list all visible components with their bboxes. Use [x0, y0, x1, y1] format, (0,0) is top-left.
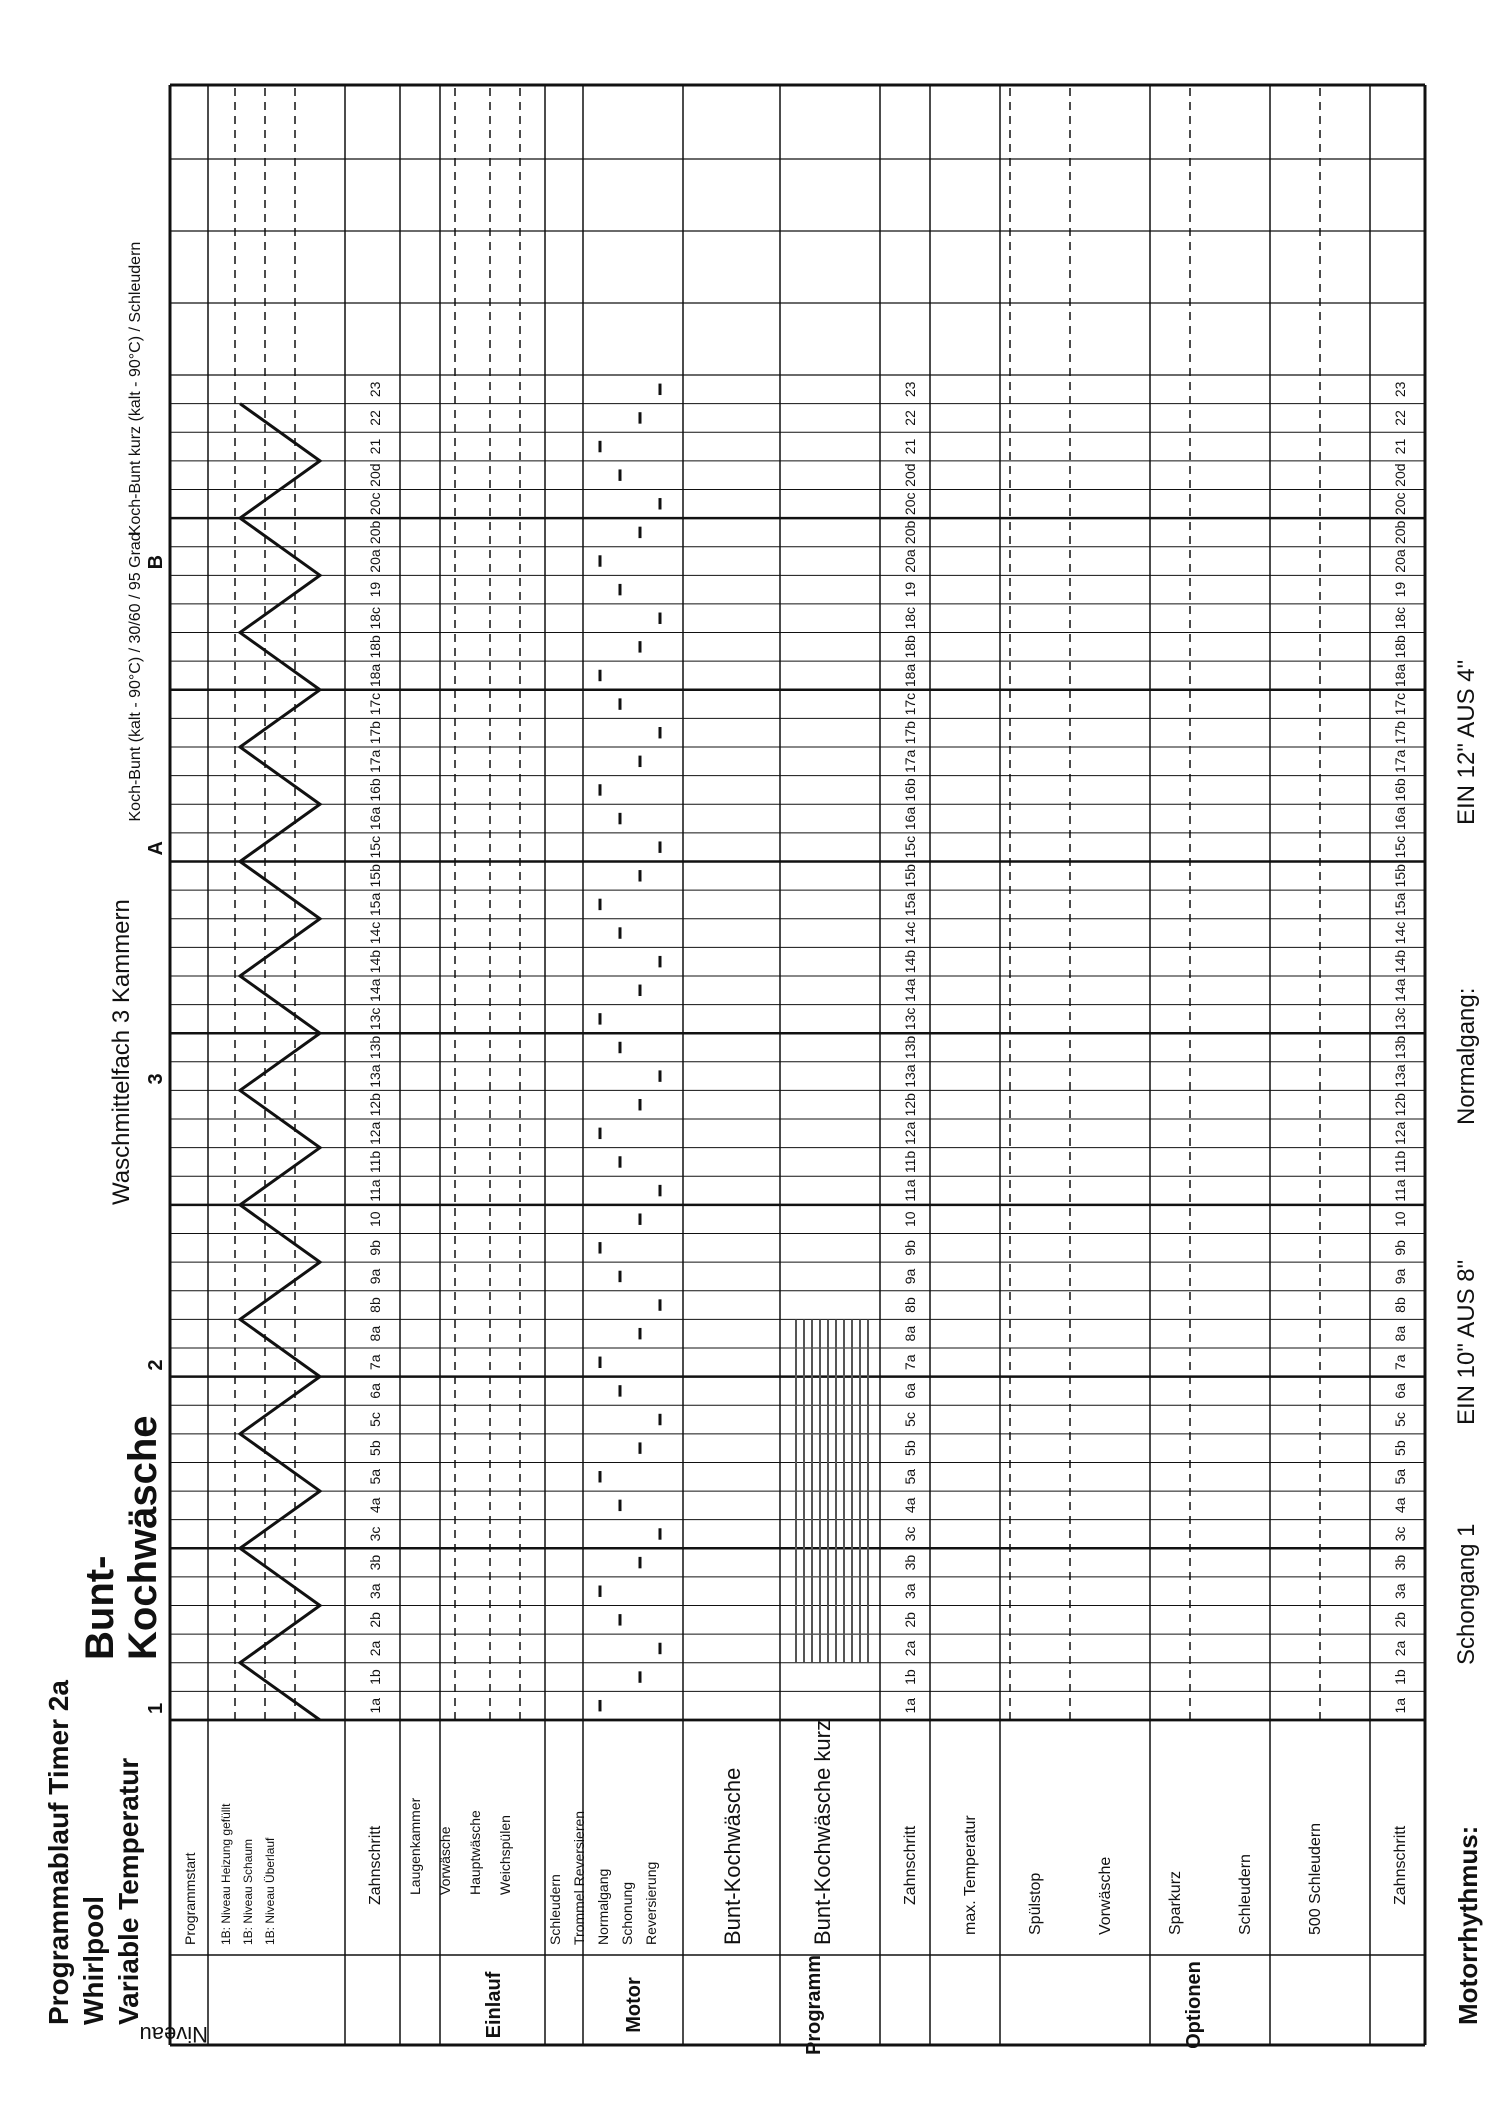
zahnschritt-cell: 1b — [902, 1669, 918, 1685]
program-title-1: Bunt- — [78, 1555, 122, 1660]
zahnschritt-cell: 15b — [1392, 864, 1408, 888]
zahnschritt-cell: 3a — [902, 1583, 918, 1600]
row-label-niveau: 1B: Niveau Schaum — [241, 1838, 255, 1945]
row-label-motor: Schleudern — [547, 1874, 563, 1945]
zahnschritt-cell: 2b — [902, 1612, 918, 1628]
zahnschritt-cell: 20a — [367, 549, 383, 573]
footer-motor-label: Motorrhythmus: — [1453, 1825, 1483, 2025]
zahnschritt-cell: 13c — [367, 1007, 383, 1031]
zahnschritt-cell: 16a — [902, 806, 918, 831]
row-label-einlauf: Weichspülen — [497, 1815, 513, 1895]
zahnschritt-cell: 12a — [902, 1121, 918, 1146]
group-programm: Programm — [803, 1954, 825, 2056]
zahnschritt-cell: 14a — [902, 978, 918, 1002]
zahnschritt-cell: 9b — [1392, 1240, 1408, 1256]
row-label-programmstart: Programmstart — [182, 1852, 198, 1945]
zahnschritt-cell: 16b — [1392, 778, 1408, 802]
zahnschritt-cell: 9b — [367, 1240, 383, 1256]
row-label-temp: max. Temperatur — [962, 1815, 979, 1935]
zahnschritt-cell: 20c — [367, 492, 383, 516]
zahnschritt-cell: 13c — [902, 1007, 918, 1031]
zahnschritt-cell: 8a — [1392, 1325, 1408, 1342]
zahnschritt-cell: 3b — [1392, 1554, 1408, 1571]
row-label-einlauf: Vorwäsche — [437, 1826, 453, 1895]
zahnschritt-cell: 15b — [902, 864, 918, 888]
group-einlauf: Einlauf — [483, 1971, 505, 2039]
zahnschritt-cell: 13a — [1392, 1064, 1408, 1088]
zahnschritt-cell: 2a — [1392, 1640, 1408, 1657]
zahnschritt-cell: 10 — [367, 1211, 383, 1227]
zahnschritt-cell: 20d — [1392, 463, 1408, 487]
zahnschritt-cell: 2a — [367, 1640, 383, 1657]
zahnschritt-cell: 21 — [902, 438, 918, 455]
tub-info: Waschmittelfach 3 Kammern — [108, 899, 135, 1205]
zahnschritt-cell: 17b — [367, 721, 383, 745]
zahnschritt-cell: 11a — [902, 1179, 918, 1202]
zahnschritt-cell: 11a — [367, 1179, 383, 1202]
zahnschritt-cell: 19 — [367, 581, 383, 598]
row-label-zahnschritt-2: Zahnschritt — [902, 1825, 919, 1905]
group-motor: Motor — [623, 1977, 645, 2033]
zahnschritt-cell: 2b — [1392, 1612, 1408, 1628]
zahnschritt-cell: 18a — [367, 663, 383, 688]
position-desc: Koch-Bunt (kalt - 90°C) / 30/60 / 95 Grad — [127, 532, 144, 822]
zahnschritt-cell: 5b — [367, 1440, 383, 1456]
zahnschritt-cell: 14b — [367, 949, 383, 974]
zahnschritt-cell: 1a — [902, 1697, 918, 1714]
zahnschritt-cell: 20a — [902, 549, 918, 573]
zahnschritt-cell: 8a — [367, 1325, 383, 1342]
zahnschritt-cell: 15a — [1392, 892, 1408, 917]
zahnschritt-cell: 23 — [902, 381, 918, 398]
row-label-motor: Trommel Reversieren — [571, 1810, 587, 1945]
footer-schon-vals: EIN 10" AUS 8" — [1453, 1259, 1480, 1425]
zahnschritt-cell: 17a — [902, 749, 918, 774]
zahnschritt-cell: 11b — [367, 1150, 383, 1174]
zahnschritt-cell: 22 — [367, 410, 383, 426]
zahnschritt-cell: 8b — [902, 1297, 918, 1313]
zahnschritt-cell: 21 — [367, 438, 383, 455]
row-label-niveau: 1B: Niveau Überlauf — [263, 1837, 277, 1945]
zahnschritt-cell: 13b — [902, 1035, 918, 1060]
row-label-motor: Reversierung — [643, 1861, 659, 1945]
zahnschritt-cell: 5c — [367, 1412, 383, 1427]
zahnschritt-cell: 5a — [367, 1468, 383, 1485]
zahnschritt-cell: 13b — [1392, 1035, 1408, 1060]
zahnschritt-cell: 4a — [1392, 1497, 1408, 1514]
position-desc: Koch-Bunt kurz (kalt - 90°C) / Schleudern — [127, 241, 144, 536]
zahnschritt-cell: 13c — [1392, 1007, 1408, 1031]
zahnschritt-cell: 5c — [902, 1412, 918, 1427]
zahnschritt-cell: 5b — [1392, 1440, 1408, 1456]
row-label-motor: Normalgang — [595, 1868, 611, 1945]
position-label: A — [145, 841, 167, 856]
zahnschritt-cell: 11b — [1392, 1150, 1408, 1174]
zahnschritt-cell: 4a — [902, 1497, 918, 1514]
zahnschritt-cell: 12b — [902, 1093, 918, 1117]
zahnschritt-cell: 15c — [1392, 835, 1408, 859]
zahnschritt-cell: 3a — [367, 1583, 383, 1600]
zahnschritt-cell: 13a — [902, 1064, 918, 1088]
zahnschritt-cell: 16b — [902, 778, 918, 802]
position-label: B — [145, 554, 167, 570]
zahnschritt-cell: 21 — [1392, 438, 1408, 455]
row-label-programm: Bunt-Kochwäsche — [720, 1767, 745, 1945]
zahnschritt-cell: 3a — [1392, 1583, 1408, 1600]
zahnschritt-cell: 5c — [1392, 1412, 1408, 1427]
zahnschritt-cell: 7a — [902, 1354, 918, 1371]
position-label: 3 — [145, 1073, 167, 1085]
footer-normal-vals: EIN 12" AUS 4" — [1453, 659, 1480, 825]
group-optionen: Optionen — [1183, 1961, 1205, 2049]
zahnschritt-cell: 6a — [1392, 1383, 1408, 1399]
zahnschritt-cell: 18b — [1392, 635, 1408, 659]
zahnschritt-cell: 5b — [902, 1440, 918, 1456]
zahnschritt-cell: 20b — [1392, 520, 1408, 545]
zahnschritt-cell: 20c — [1392, 492, 1408, 516]
zahnschritt-cell: 3c — [1392, 1526, 1408, 1542]
zahnschritt-cell: 14a — [367, 978, 383, 1002]
row-label-option: Schleudern — [1237, 1854, 1254, 1935]
zahnschritt-cell: 17b — [1392, 721, 1408, 745]
zahnschritt-cell: 3c — [902, 1526, 918, 1542]
zahnschritt-cell: 12a — [367, 1121, 383, 1146]
zahnschritt-cell: 22 — [902, 410, 918, 426]
zahnschritt-cell: 10 — [1392, 1211, 1408, 1227]
zahnschritt-cell: 14c — [902, 921, 918, 945]
row-label-zahnschritt-3: Zahnschritt — [1392, 1825, 1409, 1905]
zahnschritt-cell: 12b — [1392, 1093, 1408, 1117]
zahnschritt-cell: 11b — [902, 1150, 918, 1174]
zahnschritt-cell: 20b — [902, 520, 918, 545]
zahnschritt-cell: 11a — [1392, 1179, 1408, 1202]
zahnschritt-cell: 8b — [1392, 1297, 1408, 1313]
kurz-hatch — [790, 1319, 875, 1662]
zahnschritt-cell: 20d — [367, 463, 383, 487]
zahnschritt-cell: 17a — [367, 749, 383, 774]
zahnschritt-cell: 23 — [367, 381, 383, 398]
zahnschritt-cell: 5a — [1392, 1468, 1408, 1485]
zahnschritt-cell: 16a — [1392, 806, 1408, 831]
zahnschritt-cell: 17a — [1392, 749, 1408, 774]
zahnschritt-cell: 22 — [1392, 410, 1408, 426]
row-label-einlauf: Laugenkammer — [407, 1797, 423, 1895]
zahnschritt-cell: 16b — [367, 778, 383, 802]
zahnschritt-cell: 15a — [902, 892, 918, 917]
row-label-motor: Schonung — [619, 1881, 635, 1945]
zahnschritt-cell: 17b — [902, 721, 918, 745]
zahnschritt-cell: 13a — [367, 1064, 383, 1088]
zahnschritt-cell: 12b — [367, 1093, 383, 1117]
zahnschritt-cell: 2a — [902, 1640, 918, 1657]
zahnschritt-cell: 1a — [1392, 1697, 1408, 1714]
zahnschritt-cell: 3c — [367, 1526, 383, 1542]
zahnschritt-cell: 14a — [1392, 978, 1408, 1002]
zahnschritt-cell: 6a — [367, 1383, 383, 1399]
zahnschritt-cell: 10 — [902, 1211, 918, 1227]
zahnschritt-cell: 19 — [902, 581, 918, 598]
row-label-programm-kurz: Bunt-Kochwäsche kurz — [810, 1720, 835, 1945]
zahnschritt-cell: 18c — [367, 606, 383, 630]
row-label-option: Vorwäsche — [1097, 1856, 1114, 1935]
zahnschritt-cell: 9a — [902, 1268, 918, 1285]
zahnschritt-cell: 14b — [1392, 949, 1408, 974]
zahnschritt-cell: 14c — [367, 921, 383, 945]
zahnschritt-cell: 20b — [367, 520, 383, 545]
row-label-option: Spülstop — [1027, 1872, 1044, 1935]
zahnschritt-cell: 17c — [367, 692, 383, 716]
doc-variant: Variable Temperatur — [113, 1757, 144, 2025]
zahnschritt-cell: 8a — [902, 1325, 918, 1342]
row-label-option: 500 Schleudern — [1307, 1822, 1324, 1935]
zahnschritt-cell: 9a — [1392, 1268, 1408, 1285]
position-label: 1 — [145, 1702, 167, 1714]
zahnschritt-cell: 18b — [902, 635, 918, 659]
zahnschritt-cell: 3b — [367, 1554, 383, 1571]
zahnschritt-cell: 1b — [367, 1669, 383, 1685]
zahnschritt-cell: 15b — [367, 864, 383, 888]
footer-normal: Normalgang: — [1453, 987, 1480, 1125]
zahnschritt-cell: 9b — [902, 1240, 918, 1256]
zahnschritt-cell: 14b — [902, 949, 918, 974]
zahnschritt-cell: 18c — [1392, 606, 1408, 630]
zahnschritt-cell: 16a — [367, 806, 383, 831]
zahnschritt-cell: 14c — [1392, 921, 1408, 945]
zahnschritt-cell: 17c — [902, 692, 918, 716]
zahnschritt-cell: 18b — [367, 635, 383, 659]
row-label-niveau: 1B: Niveau Heizung gefüllt — [219, 1803, 233, 1945]
row-label-einlauf: Hauptwäsche — [467, 1810, 483, 1895]
zahnschritt-cell: 1b — [1392, 1669, 1408, 1685]
row-label-option: Sparkurz — [1167, 1870, 1184, 1935]
zahnschritt-cell: 15c — [902, 835, 918, 859]
zahnschritt-cell: 23 — [1392, 381, 1408, 398]
zahnschritt-cell: 18a — [1392, 663, 1408, 688]
zahnschritt-cell: 9a — [367, 1268, 383, 1285]
zahnschritt-cell: 15a — [367, 892, 383, 917]
program-title-2: Kochwäsche — [121, 1415, 165, 1660]
footer-schon: Schongang 1 — [1453, 1523, 1480, 1665]
zahnschritt-cell: 15c — [367, 835, 383, 859]
zahnschritt-cell: 13b — [367, 1035, 383, 1060]
zahnschritt-cell: 2b — [367, 1612, 383, 1628]
zahnschritt-cell: 12a — [1392, 1121, 1408, 1146]
row-label-zahnschritt: Zahnschritt — [367, 1825, 384, 1905]
position-label: 2 — [145, 1359, 167, 1371]
zahnschritt-cell: 7a — [367, 1354, 383, 1371]
zahnschritt-cell: 20a — [1392, 549, 1408, 573]
zahnschritt-cell: 4a — [367, 1497, 383, 1514]
zahnschritt-cell: 3b — [902, 1554, 918, 1571]
doc-title: Programmablauf Timer 2a — [43, 1680, 74, 2025]
zahnschritt-cell: 17c — [1392, 692, 1408, 716]
zahnschritt-cell: 19 — [1392, 581, 1408, 598]
zahnschritt-cell: 7a — [1392, 1354, 1408, 1371]
zahnschritt-cell: 5a — [902, 1468, 918, 1485]
zahnschritt-cell: 8b — [367, 1297, 383, 1313]
zahnschritt-cell: 6a — [902, 1383, 918, 1399]
zahnschritt-cell: 1a — [367, 1697, 383, 1714]
zahnschritt-cell: 18c — [902, 606, 918, 630]
zahnschritt-cell: 18a — [902, 663, 918, 688]
zahnschritt-cell: 20d — [902, 463, 918, 487]
group-niveau: Niveau — [139, 2022, 208, 2047]
doc-brand: Whirlpool — [78, 1895, 109, 2025]
zahnschritt-cell: 20c — [902, 492, 918, 516]
